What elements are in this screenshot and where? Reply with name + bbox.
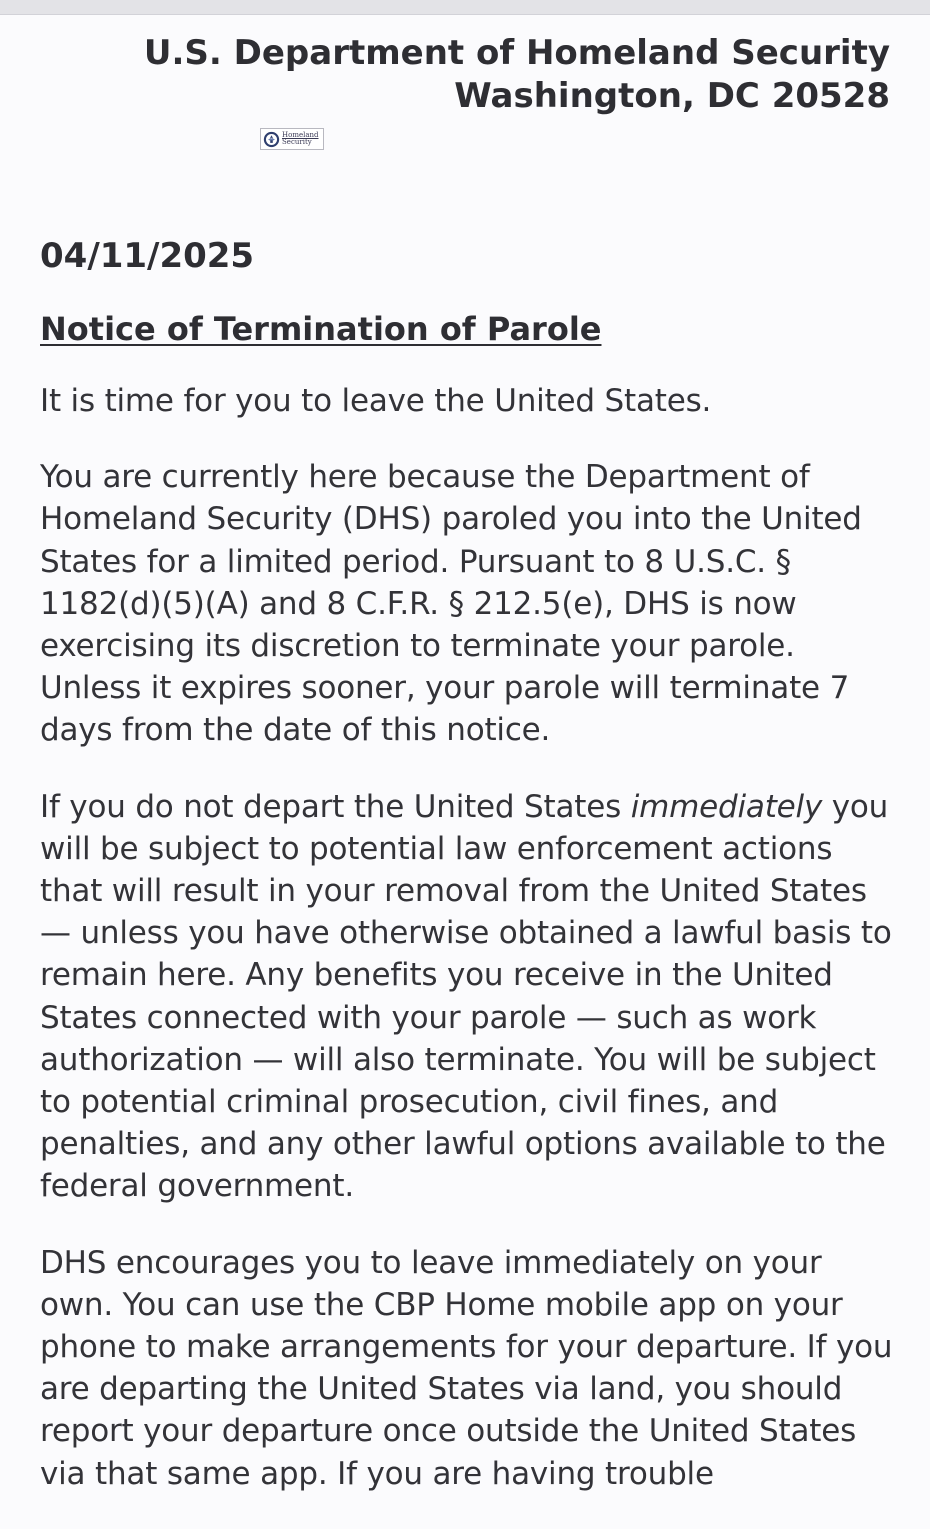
- paragraph-3: [40, 786, 900, 1208]
- logo-wordmark: [282, 132, 319, 146]
- paragraph-3-start: If you do not depart the United States: [40, 788, 631, 825]
- letter-title: Notice of Termination of Parole: [40, 310, 602, 348]
- letter-date: 04/11/2025: [40, 236, 255, 276]
- paragraph-2: You are currently here because the Department of Homeland Security (DHS) paroled you into the United States for a limited period. Pursuant to 8 U.S.C. § 1182(d)(5)(A) and 8 C.F.R. § 212.5(e), DHS is now exercising its discretion to terminate your parole. Unless it expires sooner, your parole will terminate 7 days from the date of this notice.: [40, 459, 862, 749]
- letterhead: [144, 32, 890, 118]
- paragraph-4: DHS encourages you to leave immediately on your own. You can use the CBP Home mobile app on your phone to make arrangements for your departure. If you are departing the United States via land, you should report your departure once outside the United States via that same app. If you are having trouble: [40, 1244, 893, 1492]
- dhs-logo: [260, 128, 324, 150]
- paragraph-1: It is time for you to leave the United States.: [40, 383, 712, 419]
- dhs-seal-icon: [263, 131, 280, 148]
- letter-body: [40, 232, 900, 1529]
- paragraph-3-emphasis: immediately: [630, 788, 823, 825]
- paragraph-3-rest: you will be subject to potential law enforcement actions that will result in your removal from the United States — unless you have otherwise obtained a lawful basis to remain here. Any benefits you receive in the United States connected with your parole — such as work authorization — will also terminate. You will be subject to potential criminal prosecution, civil fines, and penalties, and any other lawful options available to the federal government.: [40, 788, 892, 1205]
- logo-line-1: Homeland: [282, 131, 319, 139]
- top-edge-bar: [0, 0, 930, 15]
- agency-name: U.S. Department of Homeland Security: [143, 33, 890, 73]
- agency-address: Washington, DC 20528: [454, 76, 890, 116]
- logo-line-2: Security: [282, 138, 312, 146]
